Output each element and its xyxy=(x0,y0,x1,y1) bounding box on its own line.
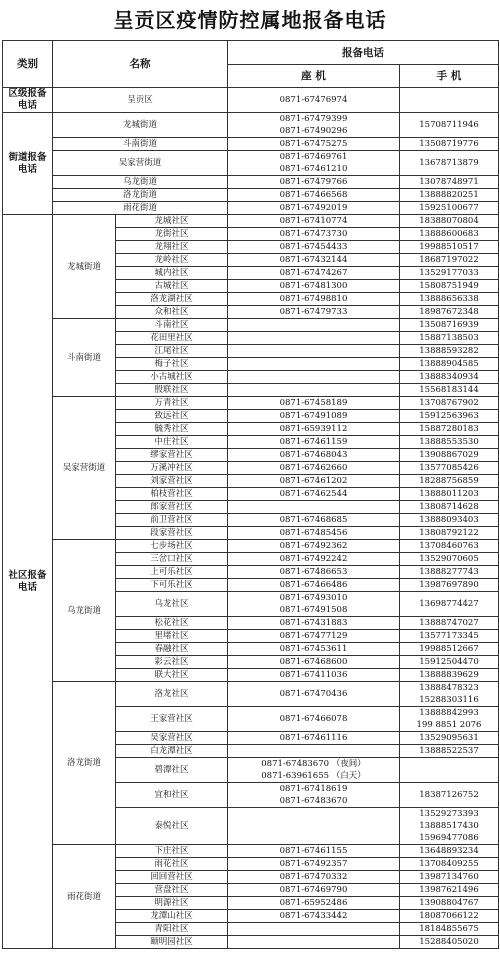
community-mobile: 15887280183 xyxy=(400,423,499,436)
community-street: 乌龙街道 xyxy=(53,540,116,682)
community-mobile: 15912563963 xyxy=(400,410,499,423)
community-name: 宜和社区 xyxy=(116,783,228,808)
community-landline xyxy=(228,332,400,345)
community-mobile: 15808751949 xyxy=(400,280,499,293)
street-name: 斗南街道 xyxy=(53,138,228,151)
header-name: 名称 xyxy=(53,41,228,88)
community-mobile: 13888904585 xyxy=(400,358,499,371)
community-mobile: 13577085426 xyxy=(400,462,499,475)
community-mobile: 13708460763 xyxy=(400,540,499,553)
street-landline: 0871-67492019 xyxy=(228,202,400,215)
district-landline: 0871-67476974 xyxy=(228,88,400,113)
community-mobile: 13577173345 xyxy=(400,630,499,643)
header-landline: 座 机 xyxy=(228,65,400,88)
community-name: 小古城社区 xyxy=(116,371,228,384)
community-landline xyxy=(228,923,400,936)
street-mobile: 13888820251 xyxy=(400,189,499,202)
community-landline: 0871-67410774 xyxy=(228,215,400,228)
district-category: 区级报备电话 xyxy=(3,88,53,113)
community-landline: 0871-67479733 xyxy=(228,306,400,319)
table-row xyxy=(3,319,499,332)
community-landline: 0871-67462660 xyxy=(228,462,400,475)
table-row xyxy=(3,397,499,410)
community-name: 七步场社区 xyxy=(116,540,228,553)
community-mobile: 18388070804 xyxy=(400,215,499,228)
community-name: 段家营社区 xyxy=(116,527,228,540)
street-landline: 0871-67466568 xyxy=(228,189,400,202)
community-name: 柏枝营社区 xyxy=(116,488,228,501)
community-mobile: 15887138503 xyxy=(400,332,499,345)
community-mobile: 13648893234 xyxy=(400,845,499,858)
table-row xyxy=(3,138,499,151)
phone-table xyxy=(2,40,499,949)
community-landline: 0871-67411036 xyxy=(228,669,400,682)
community-landline: 0871-67474267 xyxy=(228,267,400,280)
community-landline: 0871-67473730 xyxy=(228,228,400,241)
header-category: 类别 xyxy=(3,41,53,88)
community-mobile: 13808714628 xyxy=(400,501,499,514)
street-landline: 0871-67469761 0871-67461210 xyxy=(228,151,400,176)
community-mobile: 13529095631 xyxy=(400,732,499,745)
community-name: 碧潭社区 xyxy=(116,758,228,783)
community-mobile: 13888277743 xyxy=(400,566,499,579)
community-landline: 0871-67461116 xyxy=(228,732,400,745)
community-name: 王家营社区 xyxy=(116,707,228,732)
community-name: 前卫营社区 xyxy=(116,514,228,527)
community-name: 回回营社区 xyxy=(116,871,228,884)
community-mobile: 19988512667 xyxy=(400,643,499,656)
community-name: 梅子社区 xyxy=(116,358,228,371)
community-mobile: 13888011203 xyxy=(400,488,499,501)
community-mobile: 13987697890 xyxy=(400,579,499,592)
district-mobile xyxy=(400,88,499,113)
table-row xyxy=(3,682,499,707)
community-landline: 0871-67468043 xyxy=(228,449,400,462)
community-name: 城内社区 xyxy=(116,267,228,280)
street-name: 吴家营街道 xyxy=(53,151,228,176)
community-landline xyxy=(228,358,400,371)
community-landline: 0871-67468600 xyxy=(228,656,400,669)
community-landline xyxy=(228,384,400,397)
community-name: 殷联社区 xyxy=(116,384,228,397)
community-mobile: 13808792122 xyxy=(400,527,499,540)
community-landline xyxy=(228,371,400,384)
streets-category: 街道报备电话 xyxy=(3,113,53,215)
community-landline: 0871-67461155 xyxy=(228,845,400,858)
community-landline: 0871-67492357 xyxy=(228,858,400,871)
community-landline: 0871-65939112 xyxy=(228,423,400,436)
table-row xyxy=(3,151,499,176)
community-name: 洛龙社区 xyxy=(116,682,228,707)
table-row xyxy=(3,215,499,228)
community-name: 里堵社区 xyxy=(116,630,228,643)
header-phone: 报备电话 xyxy=(228,41,499,65)
community-landline: 0871-67492362 xyxy=(228,540,400,553)
street-landline: 0871-67479399 0871-67490296 xyxy=(228,113,400,138)
community-landline: 0871-67462544 xyxy=(228,488,400,501)
community-mobile: 13708767902 xyxy=(400,397,499,410)
community-name: 致远社区 xyxy=(116,410,228,423)
community-name: 江尾社区 xyxy=(116,345,228,358)
community-name: 龙城社区 xyxy=(116,215,228,228)
community-landline xyxy=(228,319,400,332)
community-landline: 0871-67470436 xyxy=(228,682,400,707)
community-landline: 0871-67491089 xyxy=(228,410,400,423)
community-landline xyxy=(228,501,400,514)
community-name: 春融社区 xyxy=(116,643,228,656)
community-name: 洛龙湖社区 xyxy=(116,293,228,306)
community-mobile: 19988510517 xyxy=(400,241,499,254)
community-landline: 0871-67493010 0871-67491508 xyxy=(228,592,400,617)
community-mobile: 13987134760 xyxy=(400,871,499,884)
community-name: 毓秀社区 xyxy=(116,423,228,436)
community-landline: 0871-67485456 xyxy=(228,527,400,540)
community-landline: 0871-67432144 xyxy=(228,254,400,267)
community-street: 吴家营街道 xyxy=(53,397,116,540)
community-landline: 0871-67469790 xyxy=(228,884,400,897)
community-landline: 0871-67477129 xyxy=(228,630,400,643)
community-name: 古城社区 xyxy=(116,280,228,293)
community-landline xyxy=(228,745,400,758)
street-name: 乌龙街道 xyxy=(53,176,228,189)
community-mobile: 13888093403 xyxy=(400,514,499,527)
community-street: 雨花街道 xyxy=(53,845,116,949)
community-mobile: 13888340934 xyxy=(400,371,499,384)
community-mobile: 13708409255 xyxy=(400,858,499,871)
community-landline: 0871-67483670 （夜间） 0871-63961655 （白天） xyxy=(228,758,400,783)
community-landline: 0871-67468685 xyxy=(228,514,400,527)
community-landline xyxy=(228,345,400,358)
community-mobile: 13698774427 xyxy=(400,592,499,617)
community-name: 万溪冲社区 xyxy=(116,462,228,475)
community-mobile: 18184855675 xyxy=(400,923,499,936)
community-mobile: 13908804767 xyxy=(400,897,499,910)
community-name: 乌龙社区 xyxy=(116,592,228,617)
page-title: 呈贡区疫情防控属地报备电话 xyxy=(113,8,387,32)
community-name: 白龙潭社区 xyxy=(116,745,228,758)
community-landline: 0871-67481300 xyxy=(228,280,400,293)
community-landline: 0871-67454433 xyxy=(228,241,400,254)
community-landline: 0871-67431883 xyxy=(228,617,400,630)
community-landline: 0871-67498810 xyxy=(228,293,400,306)
community-name: 刘家营社区 xyxy=(116,475,228,488)
community-mobile: 13529070605 xyxy=(400,553,499,566)
community-name: 龙翔社区 xyxy=(116,241,228,254)
community-mobile: 13888747027 xyxy=(400,617,499,630)
community-name: 郎家营社区 xyxy=(116,501,228,514)
community-mobile: 13888839629 xyxy=(400,669,499,682)
table-row xyxy=(3,845,499,858)
table-row xyxy=(3,113,499,138)
table-row xyxy=(3,540,499,553)
community-mobile: 13888593282 xyxy=(400,345,499,358)
community-landline: 0871-67466486 xyxy=(228,579,400,592)
community-street: 洛龙街道 xyxy=(53,682,116,845)
community-name: 三岔口社区 xyxy=(116,553,228,566)
table-row xyxy=(3,176,499,189)
community-name: 万青社区 xyxy=(116,397,228,410)
header-mobile: 手 机 xyxy=(400,65,499,88)
community-landline: 0871-67433442 xyxy=(228,910,400,923)
community-mobile: 13908867029 xyxy=(400,449,499,462)
community-mobile: 18987672348 xyxy=(400,306,499,319)
community-mobile: 18288756859 xyxy=(400,475,499,488)
street-landline: 0871-67479766 xyxy=(228,176,400,189)
community-landline: 0871-67466078 xyxy=(228,707,400,732)
community-mobile: 18087066122 xyxy=(400,910,499,923)
community-name: 龙岭社区 xyxy=(116,254,228,267)
community-name: 上可乐社区 xyxy=(116,566,228,579)
communities-category: 社区报备电话 xyxy=(3,215,53,949)
street-name: 洛龙街道 xyxy=(53,189,228,202)
community-landline: 0871-67492242 xyxy=(228,553,400,566)
community-name: 龙潭山社区 xyxy=(116,910,228,923)
community-name: 联大社区 xyxy=(116,669,228,682)
street-name: 雨花街道 xyxy=(53,202,228,215)
community-name: 花田里社区 xyxy=(116,332,228,345)
community-mobile: 13888600683 xyxy=(400,228,499,241)
community-name: 泰悦社区 xyxy=(116,808,228,845)
table-row xyxy=(3,189,499,202)
community-street: 龙城街道 xyxy=(53,215,116,319)
community-name: 龙街社区 xyxy=(116,228,228,241)
community-name: 营盘社区 xyxy=(116,884,228,897)
community-landline: 0871-65952486 xyxy=(228,897,400,910)
community-mobile xyxy=(400,758,499,783)
community-name: 众和社区 xyxy=(116,306,228,319)
community-landline: 0871-67418619 0871-67483670 xyxy=(228,783,400,808)
table-row xyxy=(3,202,499,215)
community-mobile: 13888522537 xyxy=(400,745,499,758)
street-mobile: 13508719776 xyxy=(400,138,499,151)
community-landline xyxy=(228,808,400,845)
community-landline: 0871-67461159 xyxy=(228,436,400,449)
community-name: 中庄社区 xyxy=(116,436,228,449)
community-name: 下可乐社区 xyxy=(116,579,228,592)
community-name: 明源社区 xyxy=(116,897,228,910)
community-name: 雨花社区 xyxy=(116,858,228,871)
community-street: 斗南街道 xyxy=(53,319,116,397)
community-mobile: 15912504470 xyxy=(400,656,499,669)
street-name: 龙城街道 xyxy=(53,113,228,138)
community-name: 斗南社区 xyxy=(116,319,228,332)
community-landline: 0871-67453611 xyxy=(228,643,400,656)
community-mobile: 13888656338 xyxy=(400,293,499,306)
community-mobile: 13888842993 199 8851 2076 xyxy=(400,707,499,732)
community-mobile: 13888478323 15288303116 xyxy=(400,682,499,707)
community-name: 青阳社区 xyxy=(116,923,228,936)
community-landline: 0871-67461202 xyxy=(228,475,400,488)
community-name: 缪家营社区 xyxy=(116,449,228,462)
community-name: 吴家营社区 xyxy=(116,732,228,745)
community-landline: 0871-67486653 xyxy=(228,566,400,579)
district-name: 呈贡区 xyxy=(53,88,228,113)
community-mobile: 13987621496 xyxy=(400,884,499,897)
community-mobile: 18387126752 xyxy=(400,783,499,808)
community-name: 彩云社区 xyxy=(116,656,228,669)
street-landline: 0871-67475275 xyxy=(228,138,400,151)
community-landline xyxy=(228,936,400,949)
community-name: 下庄社区 xyxy=(116,845,228,858)
community-name: 颐明园社区 xyxy=(116,936,228,949)
community-mobile: 15288405020 xyxy=(400,936,499,949)
community-mobile: 13529177033 xyxy=(400,267,499,280)
community-mobile: 13888553530 xyxy=(400,436,499,449)
street-mobile: 15708711946 xyxy=(400,113,499,138)
community-mobile: 13529273393 13888517430 15969477086 xyxy=(400,808,499,845)
community-mobile: 15568183144 xyxy=(400,384,499,397)
community-landline: 0871-67458189 xyxy=(228,397,400,410)
street-mobile: 15925100677 xyxy=(400,202,499,215)
community-mobile: 13508716939 xyxy=(400,319,499,332)
community-landline: 0871-67470332 xyxy=(228,871,400,884)
street-mobile: 13678713879 xyxy=(400,151,499,176)
community-name: 松花社区 xyxy=(116,617,228,630)
street-mobile: 13078748971 xyxy=(400,176,499,189)
community-mobile: 18687197022 xyxy=(400,254,499,267)
